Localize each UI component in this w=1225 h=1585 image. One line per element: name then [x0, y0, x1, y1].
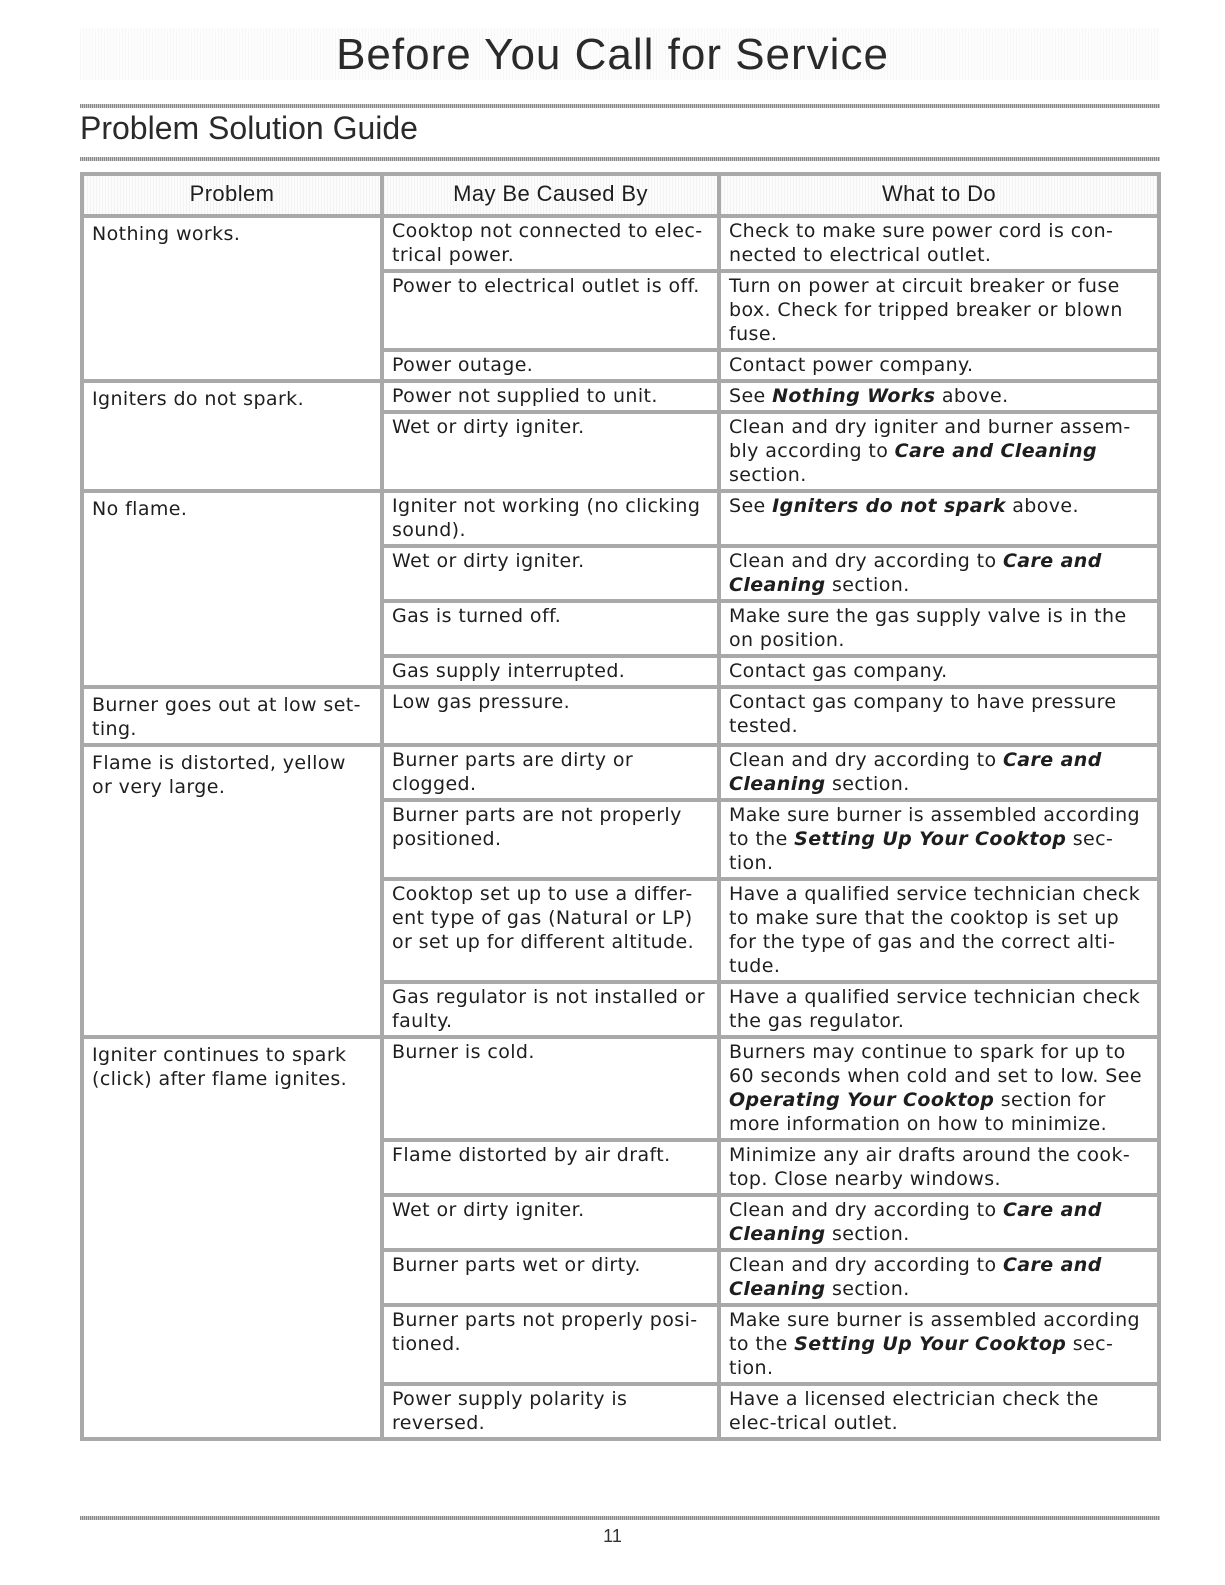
divider-section: [80, 157, 1160, 161]
table-row: [82, 216, 1159, 271]
page-heading: Before You Call for Service: [336, 30, 889, 79]
cause-cell: Wet or dirty igniter.: [382, 412, 719, 491]
problem-cell: Burner goes out at low set-ting.: [82, 687, 382, 745]
problem-solution-table: [80, 172, 1161, 1441]
action-text: See: [729, 495, 773, 517]
cause-cell: Burner parts are dirty or clogged.: [382, 745, 719, 800]
section-reference: Igniters do not spark: [772, 495, 1006, 517]
section-reference: Care and Cleaning: [729, 550, 1102, 596]
action-text: section.: [729, 464, 807, 486]
action-cell: [719, 491, 1159, 546]
action-cell: [719, 216, 1159, 271]
section-reference: Care and Cleaning: [894, 440, 1097, 462]
action-text: Burners may continue to spark for up to 60 seconds when cold and set to low. See: [729, 1041, 1142, 1087]
column-header-cause: May Be Caused By: [382, 174, 719, 216]
cause-cell: Gas regulator is not installed or faulty.: [382, 982, 719, 1037]
section-reference: Nothing Works: [772, 385, 936, 407]
table-row: [82, 745, 1159, 800]
action-text: See: [729, 385, 773, 407]
action-cell: [719, 546, 1159, 601]
problem-cell: No flame.: [82, 491, 382, 687]
action-cell: [719, 412, 1159, 491]
section-reference: Care and Cleaning: [729, 749, 1102, 795]
section-reference: Care and Cleaning: [729, 1199, 1102, 1245]
cause-cell: Cooktop not connected to elec-trical power.: [382, 216, 719, 271]
action-text: sec-tion.: [729, 828, 1114, 874]
cause-cell: Power outage.: [382, 350, 719, 381]
action-cell: [719, 350, 1159, 381]
table-row: [82, 687, 1159, 745]
cause-cell: Power to electrical outlet is off.: [382, 271, 719, 350]
problem-cell: Igniters do not spark.: [82, 381, 382, 491]
cause-cell: Burner is cold.: [382, 1037, 719, 1140]
cause-cell: Burner parts are not properly positioned.: [382, 800, 719, 879]
action-text: section.: [825, 773, 910, 795]
action-text: section.: [825, 1278, 910, 1300]
action-text: Have a qualified service technician check to make sure that the cooktop is set up for the type of gas and the correct alti-tude.: [729, 883, 1141, 977]
cause-cell: Power supply polarity is reversed.: [382, 1384, 719, 1439]
section-title: Problem Solution Guide: [80, 110, 418, 146]
cause-cell: Cooktop set up to use a differ-ent type of gas (Natural or LP) or set up for different altitude.: [382, 879, 719, 982]
action-text: Clean and dry according to: [729, 550, 1003, 572]
column-header-action: What to Do: [719, 174, 1159, 216]
action-cell: [719, 1384, 1159, 1439]
action-cell: [719, 687, 1159, 745]
table-row: [82, 491, 1159, 546]
action-cell: [719, 381, 1159, 412]
cause-cell: Burner parts wet or dirty.: [382, 1250, 719, 1305]
action-text: section.: [825, 1223, 910, 1245]
action-text: Check to make sure power cord is con-nected to electrical outlet.: [729, 220, 1114, 266]
action-cell: [719, 1250, 1159, 1305]
action-text: section.: [825, 574, 910, 596]
table-header-row: [82, 174, 1159, 216]
action-text: Clean and dry according to: [729, 1254, 1003, 1276]
action-cell: [719, 1140, 1159, 1195]
action-cell: [719, 271, 1159, 350]
cause-cell: Flame distorted by air draft.: [382, 1140, 719, 1195]
action-text: section for more information on how to minimize.: [729, 1089, 1108, 1135]
table-row: [82, 381, 1159, 412]
cause-cell: Wet or dirty igniter.: [382, 546, 719, 601]
action-text: Contact gas company.: [729, 660, 948, 682]
action-text: Contact power company.: [729, 354, 974, 376]
section-reference: Setting Up Your Cooktop: [794, 1333, 1067, 1355]
section-reference: Care and Cleaning: [729, 1254, 1102, 1300]
table-row: [82, 1037, 1159, 1140]
action-text: Contact gas company to have pressure tested.: [729, 691, 1117, 737]
table-body: [82, 216, 1159, 1439]
section-reference: Setting Up Your Cooktop: [794, 828, 1067, 850]
action-cell: [719, 601, 1159, 656]
cause-cell: Burner parts not properly posi-tioned.: [382, 1305, 719, 1384]
cause-cell: Power not supplied to unit.: [382, 381, 719, 412]
action-cell: [719, 1037, 1159, 1140]
action-text: Clean and dry igniter and burner assem-bly according to: [729, 416, 1131, 462]
action-text: Make sure burner is assembled according to the: [729, 804, 1140, 850]
cause-cell: Gas supply interrupted.: [382, 656, 719, 687]
action-text: Make sure the gas supply valve is in the on position.: [729, 605, 1127, 651]
divider-top: [80, 104, 1160, 108]
column-header-problem: Problem: [82, 174, 382, 216]
action-cell: [719, 1305, 1159, 1384]
action-cell: [719, 745, 1159, 800]
cause-cell: Low gas pressure.: [382, 687, 719, 745]
action-text: above.: [935, 385, 1009, 407]
cause-cell: Gas is turned off.: [382, 601, 719, 656]
page-number: 11: [603, 1526, 622, 1546]
action-cell: [719, 879, 1159, 982]
action-text: sec-tion.: [729, 1333, 1114, 1379]
action-text: Clean and dry according to: [729, 1199, 1003, 1221]
action-cell: [719, 656, 1159, 687]
section-reference: Operating Your Cooktop: [729, 1089, 995, 1111]
divider-footer: [80, 1516, 1160, 1520]
action-text: Have a licensed electrician check the elec-trical outlet.: [729, 1388, 1099, 1434]
action-text: Clean and dry according to: [729, 749, 1003, 771]
action-cell: [719, 982, 1159, 1037]
problem-cell: Igniter continues to spark (click) after flame ignites.: [82, 1037, 382, 1439]
action-text: Turn on power at circuit breaker or fuse box. Check for tripped breaker or blown fuse.: [729, 275, 1123, 345]
action-cell: [719, 800, 1159, 879]
cause-cell: Wet or dirty igniter.: [382, 1195, 719, 1250]
problem-cell: Nothing works.: [82, 216, 382, 381]
action-text: Make sure burner is assembled according to the: [729, 1309, 1140, 1355]
action-text: Minimize any air drafts around the cook-top. Close nearby windows.: [729, 1144, 1131, 1190]
action-text: Have a qualified service technician check the gas regulator.: [729, 986, 1141, 1032]
cause-cell: Igniter not working (no clicking sound).: [382, 491, 719, 546]
problem-cell: Flame is distorted, yellow or very large.: [82, 745, 382, 1037]
action-text: above.: [1005, 495, 1079, 517]
action-cell: [719, 1195, 1159, 1250]
